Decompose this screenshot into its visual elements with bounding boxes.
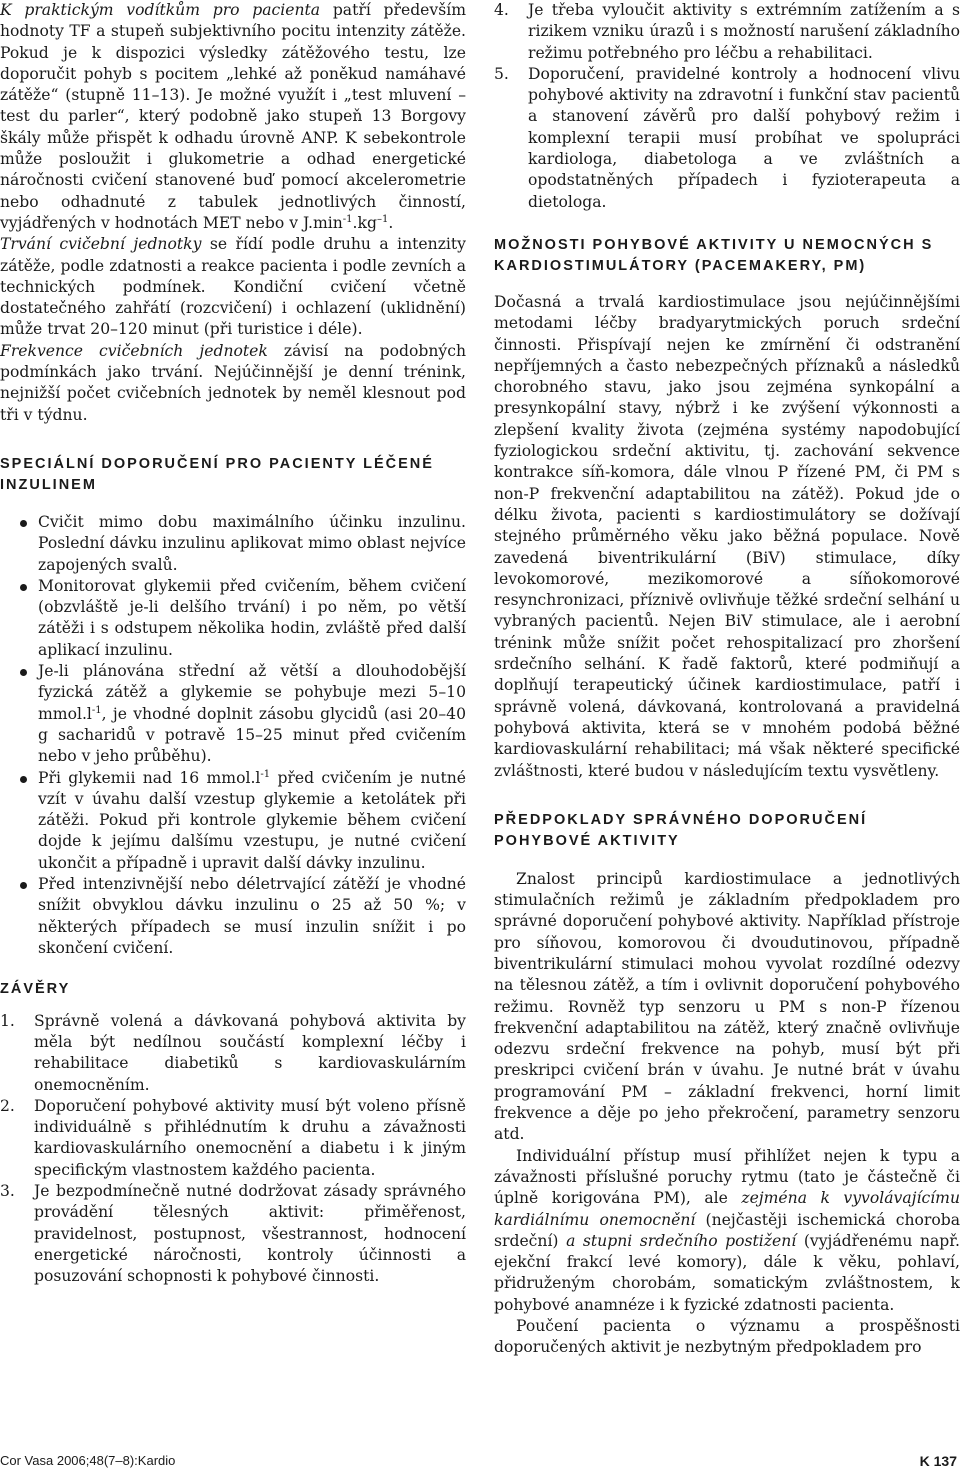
superscript: -1 <box>260 768 271 780</box>
italic-lead: Trvání cvičební jednotky <box>0 235 202 254</box>
bullet-icon <box>20 669 27 676</box>
right-column <box>494 0 960 1359</box>
list-item-text: Doporučení, pravidelné kontroly a hodnocení vlivu pohybové aktivity na zdravotní i funkční stav pacientů a stanovení závěrů pro další pohybový režim i komplexní terapii musí probíhat ve spolupráci kardiologa, diabetologa a ve zvláštních a opodstatněných případech i fyzioterapeuta a dietologa. <box>528 64 960 211</box>
paragraph-text: (nejčastěji ischemická choroba srdeční) <box>494 1210 960 1250</box>
bullet-icon <box>20 520 27 527</box>
list-item <box>0 874 466 959</box>
italic-lead: K praktickým vodítkům pro pacienta <box>0 1 321 19</box>
list-item-text: Monitorovat glykemii před cvičením, během cvičení (obzvláště je-li delšího trvání) i po něm, po větší zátěži i s odstupem několika hodin, zvláště před další aplikací inzulinu. <box>38 576 466 659</box>
conclusions-list <box>0 1011 466 1288</box>
superscript: -1 <box>342 213 353 225</box>
italic-lead: Frekvence cvičebních jednotek <box>0 341 268 360</box>
list-item-text: před cvičením je nutné vzít v úvahu další vzestup glykemie a ketolátek při zátěži. Pokud při kontrole glykemie během cvičení dojde k jejímu dalšímu vzestupu, je nutné cvičení ukončit a případně i upravit další dávky inzulinu. <box>38 768 466 872</box>
list-item-text: Při glykemii nad 16 mmol.l <box>38 768 261 787</box>
insulin-bullet-list <box>0 512 466 959</box>
list-number: 2. <box>0 1096 15 1115</box>
list-item-text: Je-li plánována střední až větší a dlouhodobější fyzická zátěž a glykemie se pohybuje mezi 5–10 mmol.l <box>38 662 466 723</box>
list-item-text: Je bezpodmínečně nutné dodržovat zásady správného provádění tělesných aktivit: přiměřenost, pravidelnost, postupnost, všestrannost, hodnocení energetické náročnosti, kontroly účinnosti a posuzování schopnosti k pohybové činnosti. <box>34 1182 466 1286</box>
heading-prerequisites: PŘEDPOKLADY SPRÁVNÉHO DOPORUČENÍ POHYBOVÉ AKTIVITY <box>494 811 868 850</box>
italic-phrase: a stupni srdečního postižení <box>566 1231 797 1250</box>
paragraph-frequency <box>0 341 466 426</box>
paragraph-text: patří především hodnoty TF a stupeň subjektivního pocitu intenzity zátěže. Pokud je k dispozici výsledky zátěžového testu, lze doporučit pohyb s pocitem „lehké až poněkud namáhavé zátěže“ (stupně 11–13). Je možné využít i „test mluvení – test du parler“, který podobně jako stupeň 13 Borgovy škály může přispět k odhadu úrovně ANP. K sebekontrole může posloužit i glukometrie a odhad energetické náročnosti cvičení stanovené buď pomocí akcelerometrie nebo odhadnuté z tabulek jednotlivých činností, vyjádřených v hodnotách MET nebo v J.min <box>0 1 466 232</box>
bullet-icon <box>20 882 27 889</box>
list-item-text: Doporučení pohybové aktivity musí být voleno přísně individuálně s přihlédnutím k druhu a závažnosti kardiovaskulárního onemocnění a diabetu i k jiným specifickým vlastnostem každého pacienta. <box>34 1096 466 1179</box>
paragraph-principles: Znalost principů kardiostimulace a jednotlivých stimulačních režimů je základním předpokladem pro správné doporučení pohybové aktivity. Například přístroje pro síňovou, komorovou či dvoudutinovou, případně biventrikulární stimulaci mohou vyvolat rozdílné odezvy na tělesnou zátěž, a tím i ovlivnit doporučení pohybového režimu. Rovněž typ senzoru u PM s non-P řízenou frekvenční adaptabilitou na zátěž, který značně ovlivňuje odezvu srdeční frekvence na pohyb, musí být při preskripci cvičení brán v úvahu. Je nutné brát v úvahu programování PM – základní frekvenci, horní limit frekvence a děje po jeho překročení, parametry senzoru atd. <box>494 869 960 1144</box>
paragraph-text: se řídí podle druhu a intenzity zátěže, podle zdatnosti a reakce pacienta i podle zevních a technických podmínek. Kondiční cvičení včetně dostatečného zahřátí (rozcvičení) i ochlazení (uklidnění) může trvat 20–120 minut (při turistice i déle). <box>0 235 466 339</box>
list-item-text: , je vhodné doplnit zásobu glycidů (asi 20–40 g sacharidů v potravě 15–25 minut před cvičením nebo v jeho průběhu). <box>38 704 466 766</box>
paragraph-text: závisí na podobných podmínkách jako trvání. Nejúčinnější je denní trénink, nejnižší počet cvičebních jednotek by neměl klesnout pod tři v týdnu. <box>0 341 466 424</box>
paragraph-text: (vyjádřenému např. ejekční frakcí levé komory), dále k věku, pohlaví, přidruženým chorobám, somatickým zvláštnostem, k pohybové anamnéze i k fyzické zdatnosti pacienta. <box>494 1231 960 1314</box>
list-number: 4. <box>494 1 509 19</box>
list-item-text: Před intenzivnější nebo déletrvající zátěží je vhodné snížit obvyklou dávku inzulinu o 25 až 50 %; v některých případech se musí inzulin snížit i po skončení cvičení. <box>38 874 466 957</box>
journal-citation: Cor Vasa 2006;48(7–8):Kardio <box>0 1453 176 1468</box>
list-number: 1. <box>0 1011 15 1030</box>
heading-pacemaker-activity: MOŽNOSTI POHYBOVÉ AKTIVITY U NEMOCNÝCH S KARDIOSTIMULÁTORY (PACEMAKERY, PM) <box>494 236 934 275</box>
heading-special-recommendations: SPECIÁLNÍ DOPORUČENÍ PRO PACIENTY LÉČENÉ INZULINEM <box>0 455 434 494</box>
bullet-icon <box>20 584 27 591</box>
paragraph-text: Individuální přístup musí přihlížet nejen k typu a závažnosti příslušné poruchy rytmu (tato je částečně či úplně korigována PM), ale <box>494 1146 960 1208</box>
paragraph-duration <box>0 234 466 340</box>
list-item <box>0 576 466 661</box>
conclusions-list-continued <box>494 0 960 213</box>
list-item <box>494 0 960 64</box>
paragraph-text: .kg <box>352 213 377 232</box>
page-number: K 137 <box>919 1453 957 1469</box>
list-item-text: Cvičit mimo dobu maximálního účinku inzulinu. Poslední dávku inzulinu aplikovat mimo oblast nejvíce zapojených svalů. <box>38 512 466 574</box>
paragraph-pacemaker: Dočasná a trvalá kardiostimulace jsou nejúčinnějšími metodami léčby bradyarytmických poruch srdeční činnosti. Přispívají nejen ke zmírnění či odstranění nepříjemných a často nebezpečných příznaků a následků chorobného stavu, jako jsou zejména synkopální a presynkopální stavy, nýbrž i ke zvýšení výkonnosti a zlepšení kvality života (zejména systémy napodobující fyziologickou srdeční aktivitu, tj. zachování sekvence kontrakce síň-komora, dále vlnou P řízené PM, či PM s non-P frekvenční adaptabilitou na zátěž). Pokud jde o délku života, pacienti s kardiostimulátory se dožívají stejného průměrného věku jako běžná populace. Nově zavedená biventrikulární (BiV) stimulace, díky levokomorové, mezikomorové a síňokomorové resynchronizaci, příznivě ovlivňuje těžké srdeční selhání u vybraných pacientů. Nejen BiV stimulace, ale i aerobní trénink může snížit počet rehospitalizací pro zhoršení srdečního selhání. K řadě faktorů, které podmiňují a doplňují terapeutický účinek kardiostimulace, patří i správně volená, dávkovaná, kontrolovaná a pravidelná pohybová aktivita, která se v mnohém podobá běžné kardiovaskulární rehabilitaci; má však některé specifické zvláštnosti, které budou v následujícím textu vysvětleny. <box>494 292 960 780</box>
bullet-icon <box>20 776 27 783</box>
superscript: –1 <box>376 213 389 225</box>
list-item <box>0 1181 466 1287</box>
list-item-text: Správně volená a dávkovaná pohybová aktivita by měla být nedílnou součástí komplexní léčby i rehabilitace diabetiků s kardiovaskulárním onemocněním. <box>34 1011 466 1094</box>
list-item-text: Je třeba vyloučit aktivity s extrémním zatížením a s rizikem vzniku úrazů i s možností narušení základního režimu potřebného pro léčbu a rehabilitaci. <box>528 1 960 62</box>
paragraph-patient-education: Poučení pacienta o významu a prospěšnosti doporučených aktivit je nezbytným předpokladem pro <box>494 1317 960 1357</box>
list-item <box>0 1011 466 1096</box>
list-number: 5. <box>494 64 509 83</box>
list-item <box>0 768 466 874</box>
heading-conclusions: ZÁVĚRY <box>0 981 71 998</box>
paragraph-practical-guides <box>0 0 466 234</box>
list-item <box>0 1096 466 1181</box>
list-number: 3. <box>0 1182 15 1201</box>
paragraph-text: . <box>388 213 394 232</box>
superscript: -1 <box>91 704 102 716</box>
list-item <box>0 661 466 767</box>
left-column <box>0 0 466 1288</box>
italic-phrase: zejména k vyvolávajícímu kardiálnímu onemocnění <box>494 1189 960 1229</box>
list-item <box>0 512 466 576</box>
list-item <box>494 64 960 213</box>
paragraph-individual-approach <box>494 1146 960 1316</box>
